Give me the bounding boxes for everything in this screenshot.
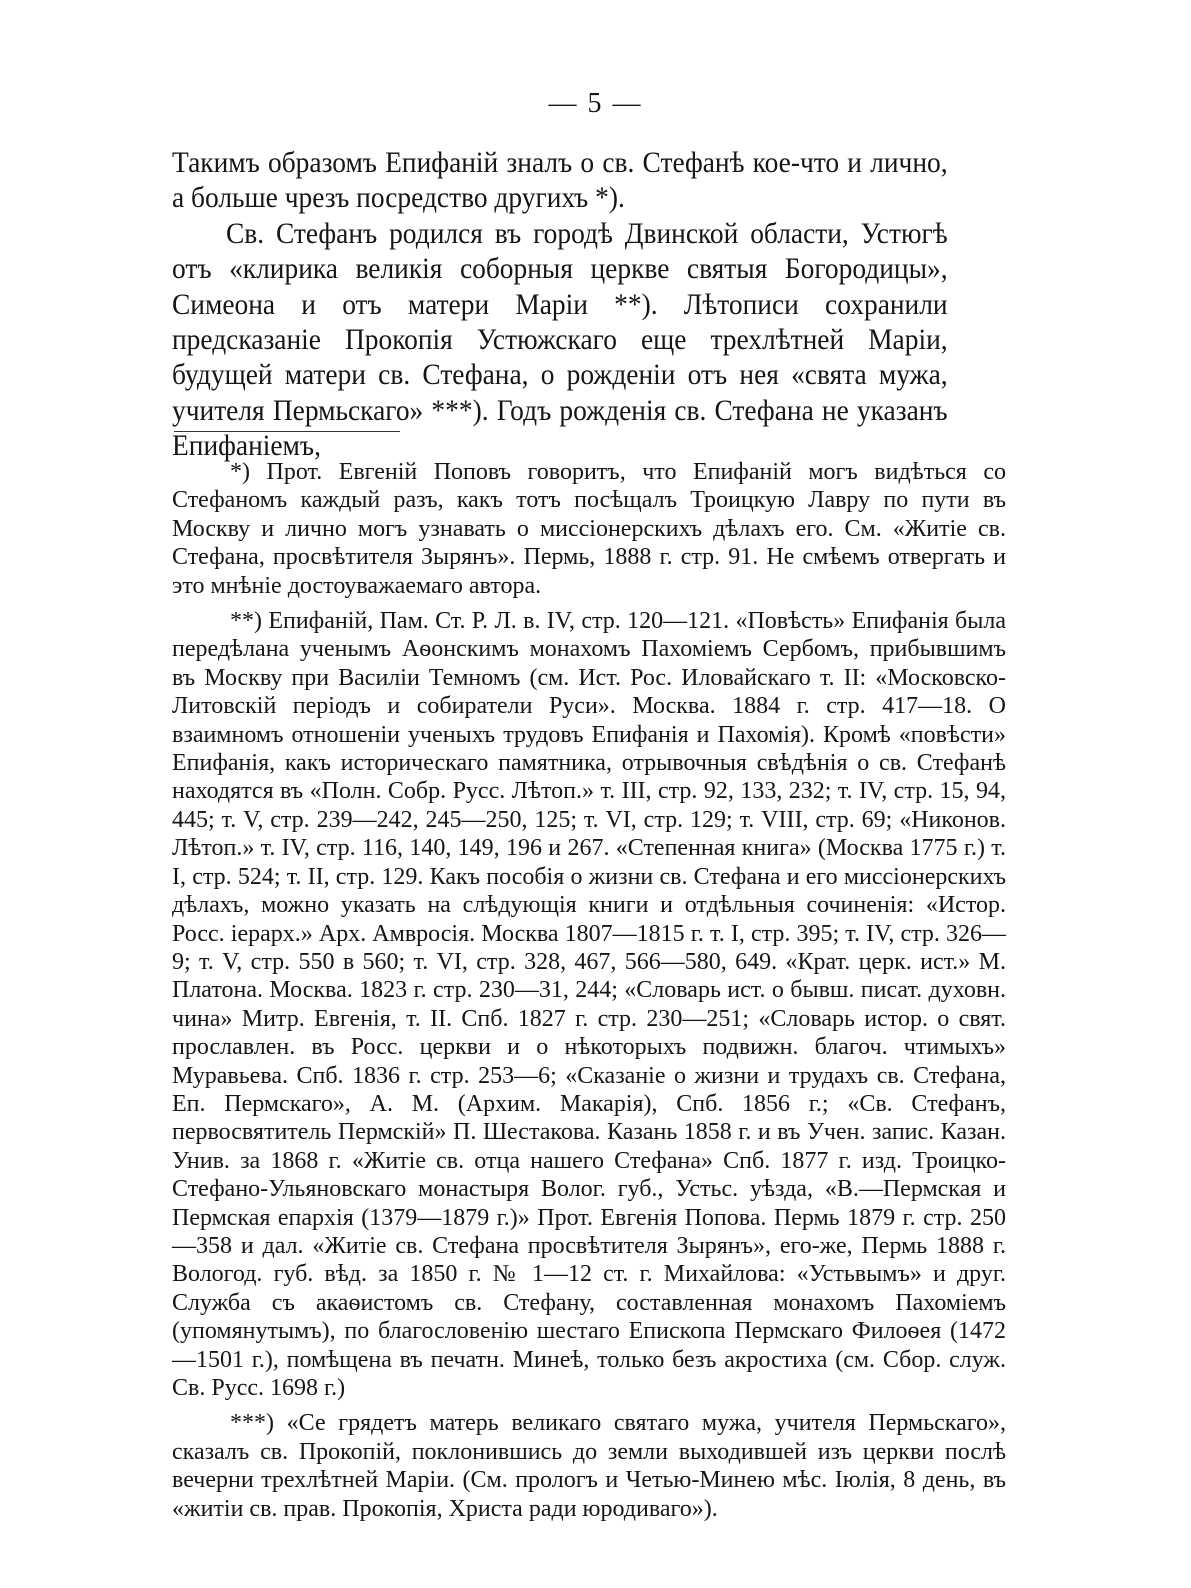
footnote-1: *) Прот. Евгеній Поповъ говоритъ, что Епифаній могъ видѣться со Стефаномъ каждый разъ, какъ тотъ посѣщалъ Троицкую Лавру по пути въ Москву и лично могъ узнавать о миссіонерскихъ дѣлахъ его. См. «Житіе св. Стефана, просвѣтителя Зырянъ». Пермь, 1888 г. стр. 91. Не смѣемъ отвергать и это мнѣніе достоуважаемаго автора. bbox=[172, 459, 1006, 599]
page-number: — 5 — bbox=[548, 88, 643, 119]
footnote-2: **) Епифаній, Пам. Ст. Р. Л. в. IV, стр. 120—121. «Повѣсть» Епифанія была передѣлана ученымъ Аѳонскимъ монахомъ Пахоміемъ Сербомъ, прибывшимъ въ Москву при Василіи Темномъ (см. Ист. Рос. Иловайскаго т. II: «Московско-Литовскій періодъ и собиратели Руси». Москва. 1884 г. стр. 417—18. О взаимномъ отношеніи ученыхъ трудовъ Епифанія и Пахомія). Кромѣ «повѣсти» Епифанія, какъ историческаго памятника, отрывочныя свѣдѣнія о св. Стефанѣ находятся въ «Полн. Собр. Русс. Лѣтоп.» т. III, стр. 92, 133, 232; т. IV, стр. 15, 94, 445; т. V, стр. 239—242, 245—250, 125; т. VI, стр. 129; т. VIII, стр. 69; «Никонов. Лѣтоп.» т. IV, стр. 116, 140, 149, 196 и 267. «Степенная книга» (Москва 1775 г.) т. I, стр. 524; т. II, стр. 129. Какъ пособія о жизни св. Стефана и его миссіонерскихъ дѣлахъ, можно указать на слѣдующія книги и отдѣльныя сочиненія: «Истор. Росс. іерарх.» Арх. Амвросія. Москва 1807—1815 г. т. I, стр. 395; т. IV, стр. 326—9; т. V, стр. 550 в 560; т. VI, стр. 328, 467, 566—580, 649. «Крат. церк. ист.» М. Платона. Москва. 1823 г. стр. 230—31, 244; «Словарь ист. о бывш. писат. духовн. чина» Митр. Евгенія, т. II. Спб. 1827 г. стр. 230—251; «Словарь истор. о свят. прославлен. въ Росс. церкви и о нѣкоторыхъ подвижн. благоч. чтимыхъ» Муравьева. Спб. 1836 г. стр. 253—6; «Сказаніе о жизни и трудахъ св. Стефана, Еп. Пермскаго», А. М. (Архим. Макарія), Спб. 1856 г.; «Св. Стефанъ, первосвятитель Пермскій» П. Шестакова. Казань 1858 г. и въ Учен. запис. Казан. Унив. за 1868 г. «Житіе св. отца нашего Стефана» Спб. 1877 г. изд. Троицко-Стефано-Ульяновскаго монастыря Волог. губ., Устьс. уѣзда, «В.—Пермская и Пермская епархія (1379—1879 г.)» Прот. Евгенія Попова. Пермь 1879 г. стр. 250—358 и дал. «Житіе св. Стефана просвѣтителя Зырянъ», его-же, Пермь 1888 г. Вологод. губ. вѣд. за 1850 г. № 1—12 ст. г. Михайлова: «Устьвымъ» и друг. Служба съ акаѳистомъ св. Стефану, составленная монахомъ Пахоміемъ (упомянутымъ), по благословенію шестаго Епископа Пермскаго Филоѳея (1472—1501 г.), помѣщена въ печатн. Минеѣ, только безъ акростиха (см. Сбор. служ. Св. Русс. 1698 г.) bbox=[172, 608, 1006, 1401]
footnotes bbox=[172, 458, 1006, 1530]
footnote-3: ***) «Се грядетъ матерь великаго святаго мужа, учителя Пермьскаго», сказалъ св. Прокопій, поклонившись до земли выходившей изъ церкви послѣ вечерни трехлѣтней Маріи. (См. прологъ и Четью-Минею мѣс. Іюлія, 8 день, въ «житіи св. прав. Прокопія, Христа ради юродиваго»). bbox=[172, 1410, 1006, 1522]
footnote-divider bbox=[174, 431, 400, 432]
main-paragraph: Такимъ образомъ Епифаній зналъ о св. Стефанѣ кое-что и лично, а больше чрезъ посредство другихъ *). bbox=[172, 147, 948, 215]
main-paragraph: Св. Стефанъ родился въ городѣ Двинской области, Устюгѣ отъ «клирика великія соборныя церкве святыя Богородицы», Симеона и отъ матери Маріи **). Лѣтописи сохранили предсказаніе Прокопія Устюжскаго еще трехлѣтней Маріи, будущей матери св. Стефана, о рожденіи отъ нея «свята мужа, учителя Пермьскаго» ***). Годъ рожденія св. Стефана не указанъ Епифаніемъ, bbox=[172, 217, 948, 463]
main-text bbox=[172, 146, 948, 465]
